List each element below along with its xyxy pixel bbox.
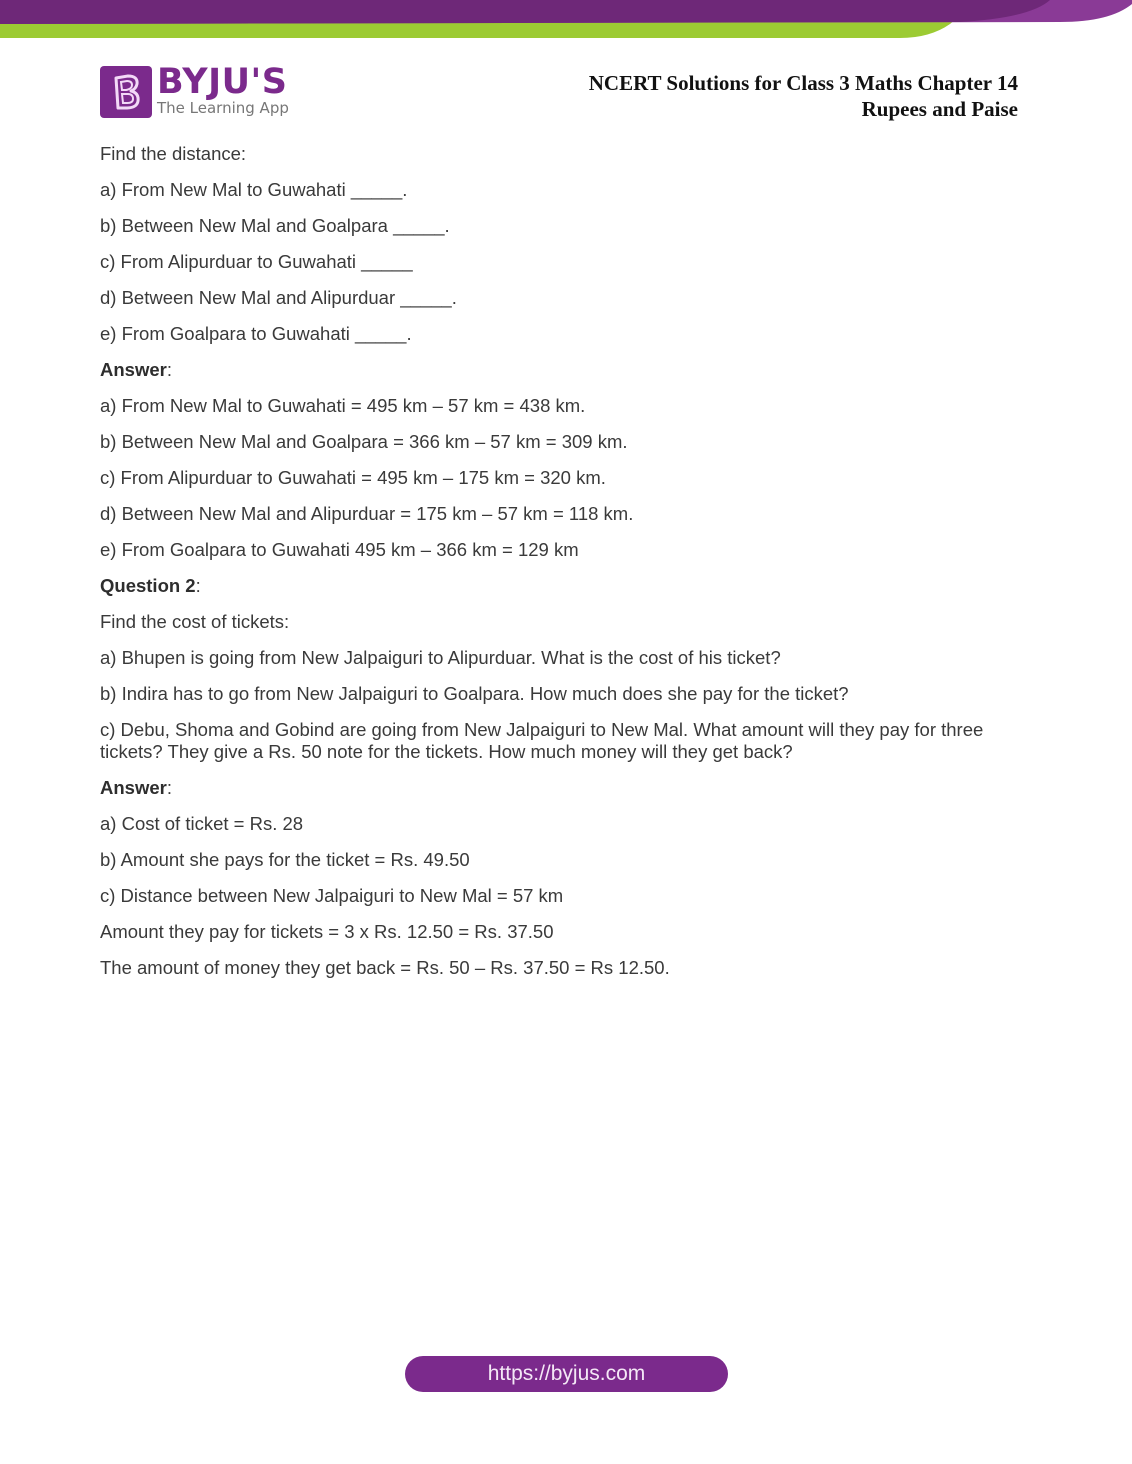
answer-label: Answer xyxy=(100,777,167,798)
section2-answer: a) Cost of ticket = Rs. 28 xyxy=(100,813,304,834)
section1-question: c) From Alipurduar to Guwahati _____ xyxy=(100,251,413,272)
section2-answer: c) Distance between New Jalpaiguri to New Mal = 57 km xyxy=(100,885,564,906)
section1-question: d) Between New Mal and Alipurduar _____. xyxy=(100,287,457,308)
logo-tagline: The Learning App xyxy=(157,99,289,117)
byjus-b-logo-icon xyxy=(100,66,152,118)
section1-question: a) From New Mal to Guwahati _____. xyxy=(100,179,408,200)
document-title xyxy=(589,70,1018,122)
section1-answer: a) From New Mal to Guwahati = 495 km – 57 km = 438 km. xyxy=(100,395,586,416)
title-line-2: Rupees and Paise xyxy=(861,97,1018,121)
section1-question: e) From Goalpara to Guwahati _____. xyxy=(100,323,412,344)
question-2-heading: Question 2: xyxy=(100,575,201,596)
section1-prompt: Find the distance: xyxy=(100,143,247,164)
section1-answer: b) Between New Mal and Goalpara = 366 km – 57 km = 309 km. xyxy=(100,431,628,452)
title-line-1: NCERT Solutions for Class 3 Maths Chapter 14 xyxy=(588,71,1018,95)
question-label: Question 2 xyxy=(100,575,196,596)
footer-url[interactable]: https://byjus.com xyxy=(487,1362,646,1385)
section2-prompt: Find the cost of tickets: xyxy=(100,611,290,632)
section1-answer: c) From Alipurduar to Guwahati = 495 km – 175 km = 320 km. xyxy=(100,467,606,488)
section2-answer: The amount of money they get back = Rs. 50 – Rs. 37.50 = Rs 12.50. xyxy=(100,957,670,978)
document-body xyxy=(100,143,1040,993)
section2-answer: b) Amount she pays for the ticket = Rs. 49.50 xyxy=(100,849,470,870)
section1-question: b) Between New Mal and Goalpara _____. xyxy=(100,215,450,236)
logo-brand-name: BYJU'S xyxy=(157,62,288,102)
section1-answer: d) Between New Mal and Alipurduar = 175 km – 57 km = 118 km. xyxy=(100,503,634,524)
section1-answer-heading: Answer: xyxy=(100,359,172,380)
section1-answer: e) From Goalpara to Guwahati 495 km – 366 km = 129 km xyxy=(100,539,579,560)
section2-question: b) Indira has to go from New Jalpaiguri to Goalpara. How much does she pay for the ticket? xyxy=(100,683,849,704)
section2-question: a) Bhupen is going from New Jalpaiguri to Alipurduar. What is the cost of his ticket? xyxy=(100,647,781,668)
section2-answer-heading: Answer: xyxy=(100,777,172,798)
section2-question: c) Debu, Shoma and Gobind are going from New Jalpaiguri to New Mal. What amount will they pay for three tickets? They give a Rs. 50 note for the tickets. How much money will they get back? xyxy=(100,719,984,762)
section2-answer: Amount they pay for tickets = 3 x Rs. 12.50 = Rs. 37.50 xyxy=(100,921,554,942)
byjus-logo xyxy=(100,62,289,118)
top-banner xyxy=(0,0,1132,40)
answer-label: Answer xyxy=(100,359,167,380)
footer-link-button[interactable] xyxy=(405,1356,728,1392)
